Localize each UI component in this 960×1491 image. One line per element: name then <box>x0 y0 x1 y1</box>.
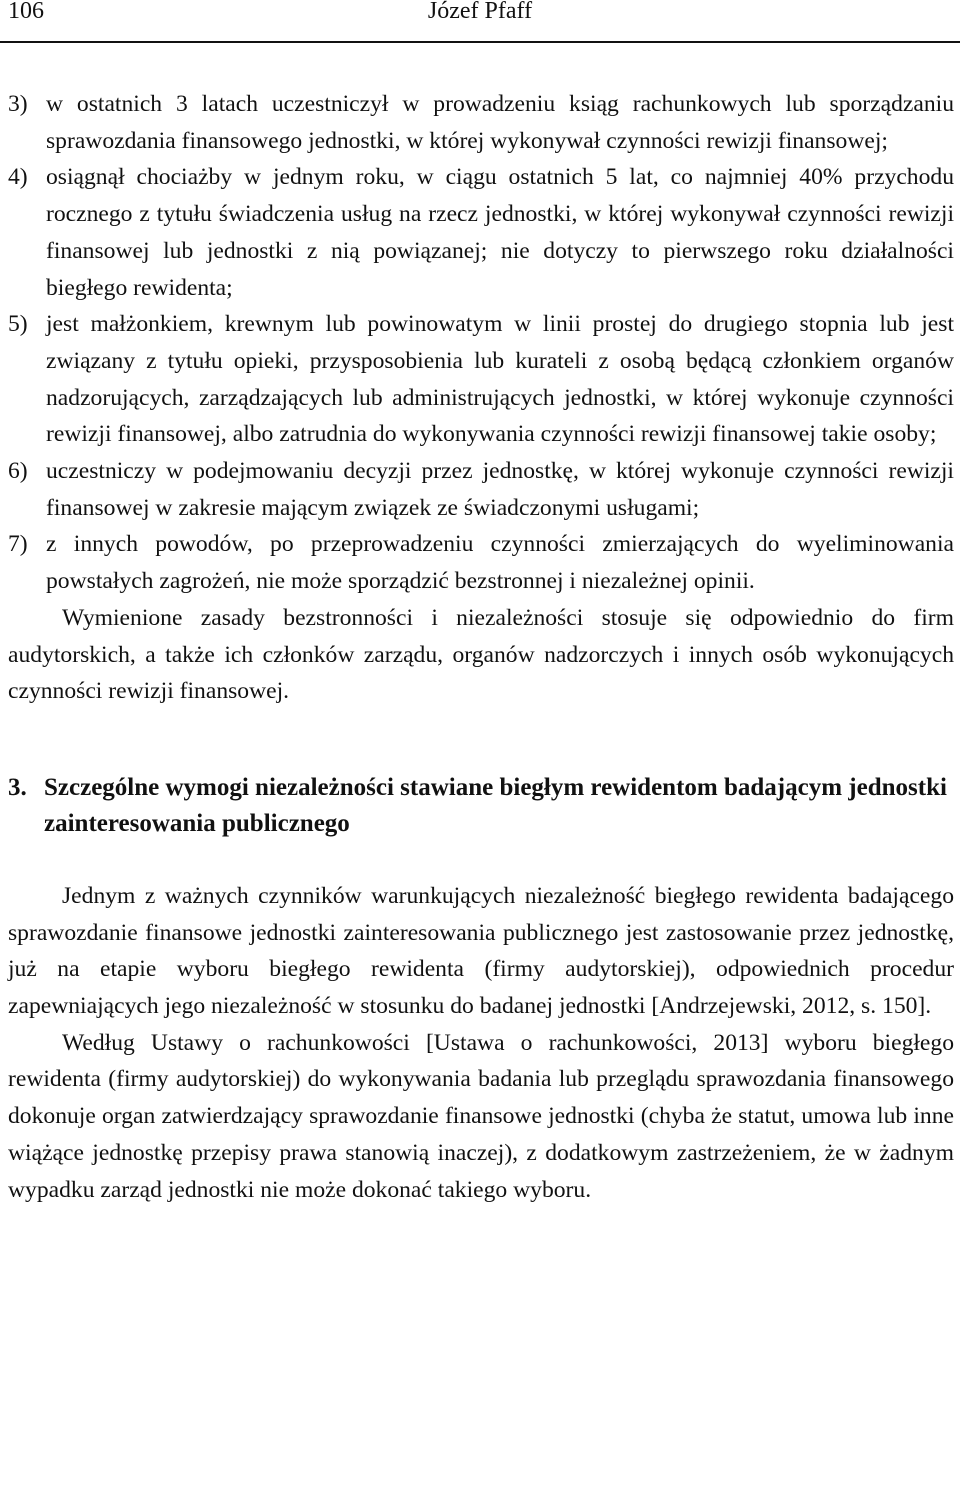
section-heading <box>8 770 954 842</box>
list-item-number: 5) <box>8 311 28 338</box>
list-item-number: 7) <box>8 531 28 558</box>
page-body <box>8 86 954 1208</box>
list-item <box>8 453 954 526</box>
list-item-text: w ostatnich 3 latach uczestniczył w prowadzeniu ksiąg rachunkowych lub sporządzaniu sprawozdania finansowego jednostki, w której wykonywał czynności rewizji finansowej; <box>46 91 954 154</box>
list-item-text: osiągnął chociażby w jednym roku, w ciągu ostatnich 5 lat, co najmniej 40% przychodu rocznego z tytułu świadczenia usług na rzecz jednostki, w której wykonywał czynności rewizji finansowej lub jednostki z nią powiązanej; nie dotyczy to pierwszego roku działalności biegłego rewidenta; <box>46 164 954 301</box>
list-item-text: jest małżonkiem, krewnym lub powinowatym w linii prostej do drugiego stopnia lub jest związany z tytułu opieki, przysposobienia lub kurateli z osobą będącą członkiem organów nadzorujących, zarządzających lub administrujących jednostki, w której wykonuje czynności rewizji finansowej, albo zatrudnia do wykonywania czynności rewizji finansowej takie osoby; <box>46 311 954 448</box>
page-number: 106 <box>8 0 44 24</box>
header-rule <box>0 41 960 43</box>
list-item-number: 4) <box>8 164 28 191</box>
list-item-number: 6) <box>8 458 28 485</box>
page-header <box>0 0 960 44</box>
running-title: Józef Pfaff <box>427 0 533 24</box>
section-title: Szczególne wymogi niezależności stawiane biegłym rewidentom badającym jednostki zainteresowania publicznego <box>44 773 947 837</box>
paragraph: Według Ustawy o rachunkowości [Ustawa o rachunkowości, 2013] wyboru biegłego rewidenta (firmy audytorskiej) do wykonywania badania lub przeglądu sprawozdania finansowego dokonuje organ zatwierdzający sprawozdanie finansowe jednostki (chyba że statut, umowa lub inne wiążące jednostkę przepisy prawa stanowią inaczej), z dodatkowym zastrzeżeniem, że w żadnym wypadku zarząd jednostki nie może dokonać takiego wyboru. <box>8 1029 954 1203</box>
list-item <box>8 159 954 306</box>
list-item-text: z innych powodów, po przeprowadzeniu czynności zmierzających do wyeliminowania powstałych zagrożeń, nie może sporządzić bezstronnej i niezależnej opinii. <box>46 531 954 595</box>
paragraph: Wymienione zasady bezstronności i niezależności stosuje się odpowiednio do firm audytorskich, a także ich członków zarządu, organów nadzorczych i innych osób wykonujących czynności rewizji finansowej. <box>8 604 954 705</box>
list-item <box>8 86 954 159</box>
list-item-number: 3) <box>8 91 28 117</box>
list-item <box>8 306 954 453</box>
section-number: 3. <box>8 773 27 801</box>
list-item <box>8 526 954 599</box>
list-item-text: uczestniczy w podejmowaniu decyzji przez jednostkę, w której wykonuje czynności rewizji finansowej w zakresie mającym związek ze świadczonymi usługami; <box>46 458 954 521</box>
conditions-list <box>8 86 954 600</box>
paragraph: Jednym z ważnych czynników warunkujących niezależność biegłego rewidenta badającego sprawozdanie finansowe jednostki zainteresowania publicznego jest zastosowanie przez jednostkę, już na etapie wyboru biegłego rewidenta (firmy audytorskiej), odpowiednich procedur zapewniających jego niezależność w stosunku do badanej jednostki [Andrzejewski, 2012, s. 150]. <box>8 882 954 1020</box>
